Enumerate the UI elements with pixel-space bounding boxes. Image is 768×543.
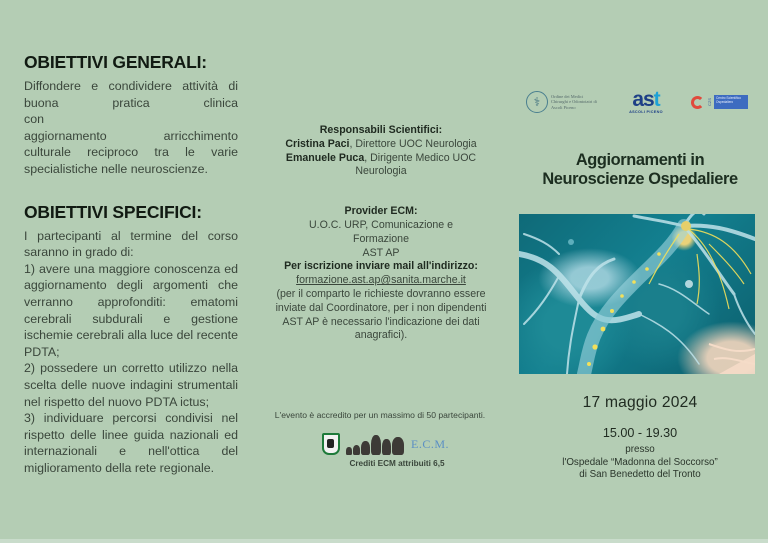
- cso-logo-box: Centro Scientifico Ospedaliero: [714, 95, 748, 109]
- specific-objectives-title: OBIETTIVI SPECIFICI:: [24, 201, 202, 222]
- provider-line: AST AP: [362, 246, 400, 259]
- cso-vertical-text: CZS: [706, 98, 712, 106]
- ast-logo-subtitle: ASCOLI PICENO: [629, 109, 663, 114]
- accreditation-note: L'evento è accredito per un massimo di 50 partecipanti.: [274, 410, 486, 420]
- partner-logos: [526, 86, 748, 118]
- event-venue: [515, 444, 765, 482]
- ecm-provider: [268, 205, 494, 343]
- ast-logo: [629, 87, 663, 114]
- manager-name: Cristina Paci: [285, 137, 350, 150]
- swirl-logo-icon: [691, 96, 704, 109]
- specific-objectives-intro: I partecipanti al termine del corso saranno in grado di:: [24, 228, 238, 260]
- general-objectives-line: culturale reciproco tra le varie: [24, 145, 238, 160]
- event-time: 15.00 - 19.30: [602, 426, 678, 440]
- scientific-manager: [268, 152, 494, 180]
- ecm-credits: Crediti ECM attribuiti 6,5: [349, 459, 445, 468]
- registration-email-link[interactable]: formazione.ast.ap@sanita.marche.it: [296, 274, 466, 287]
- event-title-line: Aggiornamenti in: [575, 151, 705, 169]
- neuron-illustration-icon: [519, 214, 755, 374]
- ecm-logo-text: E.C.M.: [411, 436, 450, 451]
- provider-line: U.O.C. URP, Comunicazione e: [308, 218, 454, 231]
- manager-name: Emanuele Puca: [285, 151, 365, 164]
- venue-line: l'Ospedale “Madonna del Soccorso”: [562, 456, 718, 468]
- manager-role: , Dirigente Medico UOC Neurologia: [355, 151, 477, 178]
- omceo-logo: [526, 91, 601, 113]
- provider-heading: Provider ECM:: [344, 205, 418, 218]
- manager-role: , Direttore UOC Neurologia: [349, 137, 477, 150]
- bottom-edge: [0, 539, 768, 543]
- registration-heading: Per iscrizione inviare mail all'indirizzo:: [284, 260, 478, 273]
- general-objectives-line: Diffondere e condividere attività di: [24, 79, 238, 93]
- general-objectives-line: specialistiche nelle neuroscienze.: [24, 161, 208, 176]
- ecm-logos: [322, 431, 472, 457]
- event-title-line: Neuroscienze Ospedaliere: [542, 170, 738, 188]
- ecm-people-logo-icon: [346, 433, 405, 455]
- caduceus-icon: ⚕: [526, 91, 548, 113]
- omceo-logo-text: Ordine dei Medici Chirurghi e Odontoiatri di Ascoli Piceno: [551, 94, 597, 110]
- scientific-manager: [268, 138, 494, 152]
- event-title: [515, 151, 765, 189]
- registration-note: (per il comparto le richieste dovranno essere inviate dal Coordinatore, per i non dipendenti AST AP è necessario l'indicazione dei dati anagrafici).: [275, 287, 487, 342]
- cso-logo: [691, 95, 748, 109]
- specific-objectives-section: [24, 202, 238, 477]
- specific-objective-item: 3) individuare percorsi condivisi nel rispetto delle linee guida nazionali ed internazionali e nell'ottica del miglioramento della rete regionale.: [24, 411, 238, 475]
- specific-objective-item: 2) possedere un corretto utilizzo nella scelta delle nuove indagini strumentali nel rispetto del nuovo PDTA ictus;: [24, 361, 238, 409]
- neuron-illustration-image: [519, 214, 755, 374]
- venue-line: di San Benedetto del Tronto: [579, 469, 701, 481]
- general-objectives-line: buona pratica clinica con: [24, 95, 238, 127]
- venue-line: presso: [625, 444, 655, 455]
- general-objectives-line: aggiornamento arricchimento: [24, 128, 238, 143]
- general-objectives-section: [24, 52, 238, 178]
- objectives-column: [24, 52, 238, 476]
- provider-line: Formazione: [353, 232, 409, 245]
- region-marche-logo-icon: [322, 433, 340, 455]
- scientific-managers: [268, 124, 494, 179]
- info-column: [268, 124, 494, 343]
- specific-objective-item: 1) avere una maggiore conoscenza ed aggiornamento degli argomenti che verranno approfonditi: ematomi cerebrali subdurali e gestione ischemie cerebrali alla luce del recente PDTA;: [24, 261, 238, 359]
- event-date: 17 maggio 2024: [582, 394, 698, 411]
- scientific-managers-heading: Responsabili Scientifici:: [319, 124, 443, 136]
- general-objectives-title: OBIETTIVI GENERALI:: [24, 52, 207, 72]
- ast-logo-wordmark: ast: [632, 87, 660, 111]
